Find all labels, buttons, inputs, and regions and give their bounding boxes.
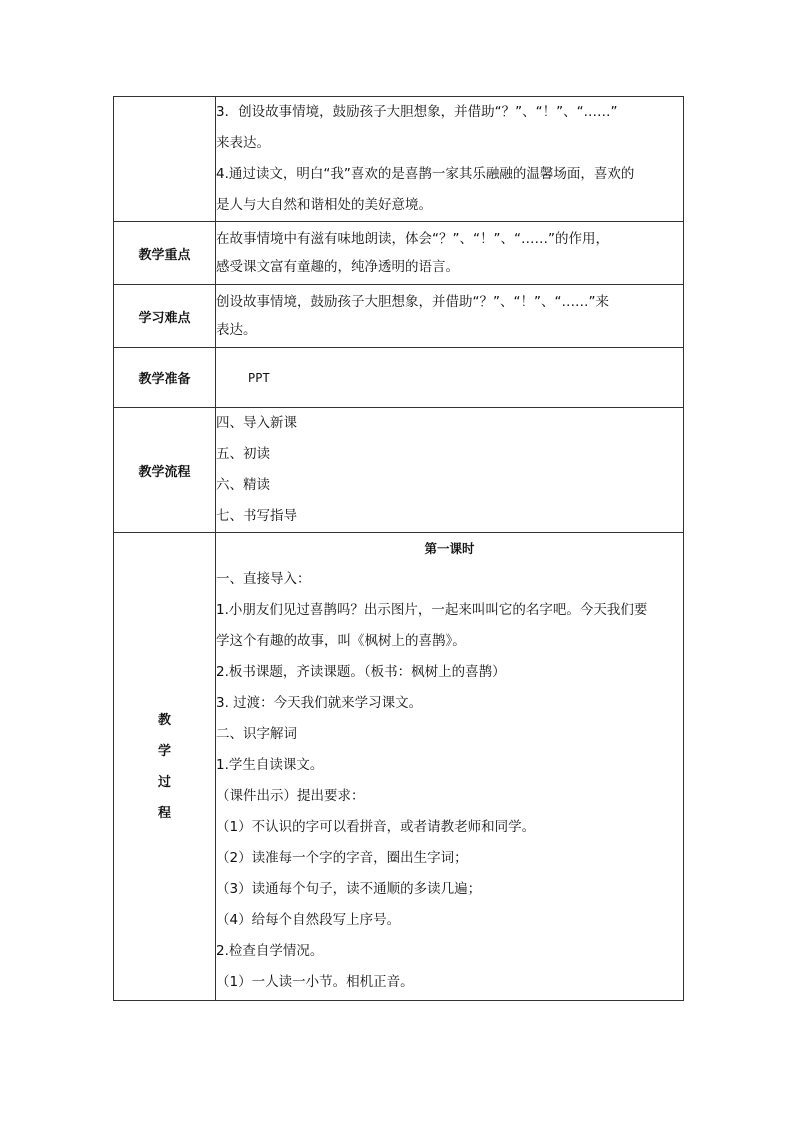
process-line: （2）读准每一个字的字音，圈出生字词； [216, 850, 468, 866]
key-points-line: 在故事情境中有滋有味地朗读，体会“？”、“！”、“……”的作用， [216, 231, 609, 247]
process-content [216, 533, 684, 1001]
objectives-row [114, 97, 684, 222]
process-line: （1）不认识的字可以看拼音，或者请教老师和同学。 [216, 819, 536, 835]
objectives-line: 来表达。 [216, 135, 270, 151]
objectives-line: 4.通过读文，明白“我”喜欢的是喜鹊一家其乐融融的温馨场面，喜欢的 [216, 166, 635, 182]
process-line: （4）给每个自然段写上序号。 [216, 912, 401, 928]
flow-content [216, 408, 684, 533]
process-line: 学这个有趣的故事，叫《枫树上的喜鹊》。 [216, 633, 466, 649]
process-line: 1.学生自读课文。 [216, 757, 324, 773]
difficulties-label: 学习难点 [114, 285, 216, 348]
difficulties-content [216, 285, 684, 348]
process-line: 1.小朋友们见过喜鹊吗？出示图片，一起来叫叫它的名字吧。今天我们要 [216, 602, 648, 618]
lesson-heading: 第一课时 [424, 541, 475, 556]
process-label-char: 教 [157, 712, 171, 728]
preparation-value: PPT [248, 370, 270, 385]
process-line: 2.检查自学情况。 [216, 943, 324, 959]
objectives-label [114, 97, 216, 222]
process-label-char: 过 [157, 774, 171, 790]
preparation-label: 教学准备 [114, 348, 216, 408]
difficulties-line: 创设故事情境，鼓励孩子大胆想象，并借助“？”、“！”、“……”来 [216, 294, 609, 310]
objectives-line: 是人与大自然和谐相处的美好意境。 [216, 197, 432, 213]
preparation-row [114, 348, 684, 408]
flow-row [114, 408, 684, 533]
difficulties-row [114, 285, 684, 348]
lesson-plan-table [113, 96, 684, 1001]
flow-item: 六、精读 [216, 477, 270, 493]
key-points-content [216, 222, 684, 285]
preparation-content [216, 348, 684, 408]
flow-item: 七、书写指导 [216, 508, 297, 524]
process-label [114, 533, 216, 1001]
process-label-char: 学 [157, 743, 171, 759]
process-line: （1）一人读一小节。相机正音。 [216, 974, 414, 990]
key-points-label: 教学重点 [114, 222, 216, 285]
flow-item: 五、初读 [216, 446, 270, 462]
difficulties-line: 表达。 [216, 322, 257, 338]
process-row [114, 533, 684, 1001]
key-points-line: 感受课文富有童趣的，纯净透明的语言。 [216, 259, 459, 275]
process-line: （3）读通每个句子，读不通顺的多读几遍； [216, 881, 482, 897]
process-line: 二、识字解词 [216, 726, 297, 742]
key-points-row [114, 222, 684, 285]
process-line: 一、直接导入： [216, 571, 311, 587]
objectives-line: 3．创设故事情境，鼓励孩子大胆想象，并借助“？”、“！”、“……” [216, 104, 618, 120]
process-line: 3. 过渡：今天我们就来学习课文。 [216, 695, 423, 711]
process-label-char: 程 [157, 805, 171, 821]
flow-item: 四、导入新课 [216, 415, 297, 431]
flow-label: 教学流程 [114, 408, 216, 533]
process-line: （课件出示）提出要求： [216, 788, 365, 804]
process-line: 2.板书课题，齐读课题。（板书：枫树上的喜鹊） [216, 664, 506, 680]
objectives-content [216, 97, 684, 222]
